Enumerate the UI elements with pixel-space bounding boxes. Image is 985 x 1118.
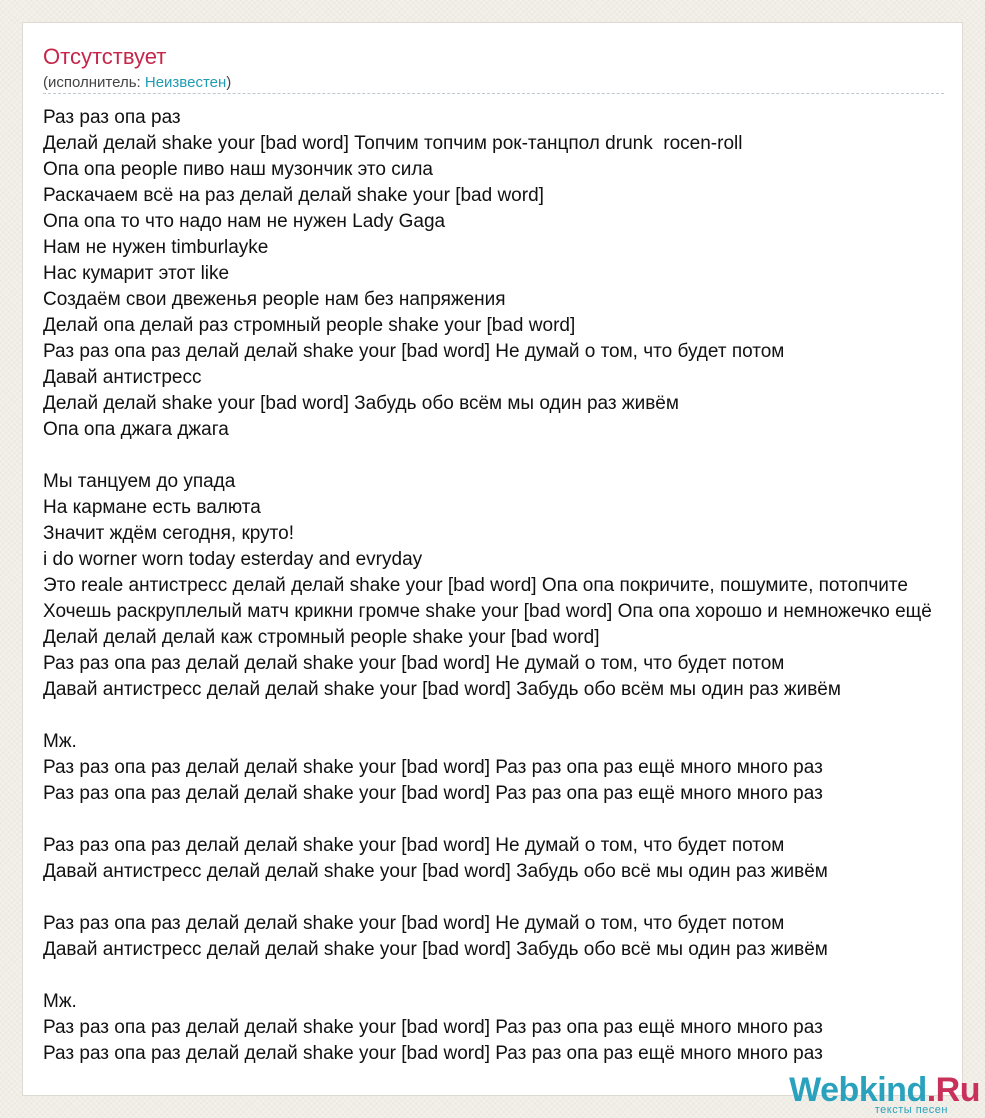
lyric-line: Раз раз опа раз делай делай shake your [bad word] Раз раз опа раз ещё много много раз <box>43 1017 823 1038</box>
lyric-line: Делай делай shake your [bad word] Забудь обо всём мы один раз живём <box>43 393 679 414</box>
lyric-line: Мы танцуем до упада <box>43 471 236 492</box>
lyric-line <box>43 885 963 911</box>
lyric-line: Давай антистресс делай делай shake your [bad word] Забудь обо всё мы один раз живём <box>43 861 828 882</box>
lyric-line <box>43 807 963 833</box>
logo-brand: Webkind <box>789 1071 927 1109</box>
lyric-line: Давай антистресс делай делай shake your [bad word] Забудь обо всё мы один раз живём <box>43 939 828 960</box>
lyric-line: Раз раз опа раз делай делай shake your [bad word] Не думай о том, что будет потом <box>43 835 785 856</box>
lyric-line: Мж. <box>43 991 77 1012</box>
lyric-line: Нас кумарит этот like <box>43 263 230 284</box>
lyric-line: Раз раз опа раз делай делай shake your [bad word] Не думай о том, что будет потом <box>43 653 785 674</box>
site-logo[interactable] <box>789 1073 980 1116</box>
lyric-line <box>43 703 963 729</box>
lyrics-card <box>22 22 963 1096</box>
lyric-line: Хочешь раскруплелый матч крикни громче shake your [bad word] Опа опа хорошо и немножечко ещё <box>43 601 932 622</box>
lyric-line: Давай антистресс делай делай shake your [bad word] Забудь обо всём мы один раз живём <box>43 679 841 700</box>
lyric-line: Делай делай делай каж стромный people shake your [bad word] <box>43 627 600 648</box>
lyric-line: Раз раз опа раз делай делай shake your [bad word] Раз раз опа раз ещё много много раз <box>43 757 823 778</box>
lyric-line: Опа опа джага джага <box>43 419 229 440</box>
artist-link[interactable]: Неизвестен <box>144 74 227 91</box>
lyric-line: Делай делай shake your [bad word] Топчим топчим рок-танцпол drunk rocen-roll <box>43 133 743 154</box>
lyric-line: Это reale антистресс делай делай shake your [bad word] Опа опа покричите, пошумите, потопчите <box>43 575 908 596</box>
lyric-line: Раз раз опа раз делай делай shake your [bad word] Не думай о том, что будет потом <box>43 913 785 934</box>
lyric-line: Значит ждём сегодня, круто! <box>43 523 294 544</box>
lyric-line: Опа опа то что надо нам не нужен Lady Gaga <box>43 211 446 232</box>
lyric-line <box>43 443 963 469</box>
lyric-line: Раз раз опа раз делай делай shake your [bad word] Раз раз опа раз ещё много много раз <box>43 783 823 804</box>
lyric-line: На кармане есть валюта <box>43 497 261 518</box>
lyric-line: i do worner worn today esterday and evryday <box>43 549 423 570</box>
logo-tagline: тексты песен <box>874 1104 948 1116</box>
lyrics-body <box>43 105 963 1067</box>
lyric-line: Создаём свои двеженья people нам без напряжения <box>43 289 506 310</box>
artist-line <box>43 74 231 92</box>
artist-prefix: (исполнитель: <box>43 74 145 91</box>
artist-suffix: ) <box>226 74 232 91</box>
lyric-line: Раз раз опа раз <box>43 107 181 128</box>
lyric-line: Раз раз опа раз делай делай shake your [bad word] Раз раз опа раз ещё много много раз <box>43 1043 823 1064</box>
logo-wordmark <box>789 1073 980 1107</box>
dashed-divider <box>43 93 944 94</box>
song-title: Отсутствует <box>43 44 167 69</box>
lyric-line: Опа опа people пиво наш музончик это сила <box>43 159 433 180</box>
lyric-line: Давай антистресс <box>43 367 202 388</box>
lyric-line: Нам не нужен timburlayke <box>43 237 269 258</box>
lyric-line: Раз раз опа раз делай делай shake your [bad word] Не думай о том, что будет потом <box>43 341 785 362</box>
logo-tld: .Ru <box>926 1071 980 1109</box>
lyric-line: Мж. <box>43 731 77 752</box>
lyric-line <box>43 963 963 989</box>
lyric-line: Делай опа делай раз стромный people shake your [bad word] <box>43 315 576 336</box>
lyric-line: Раскачаем всё на раз делай делай shake your [bad word] <box>43 185 544 206</box>
